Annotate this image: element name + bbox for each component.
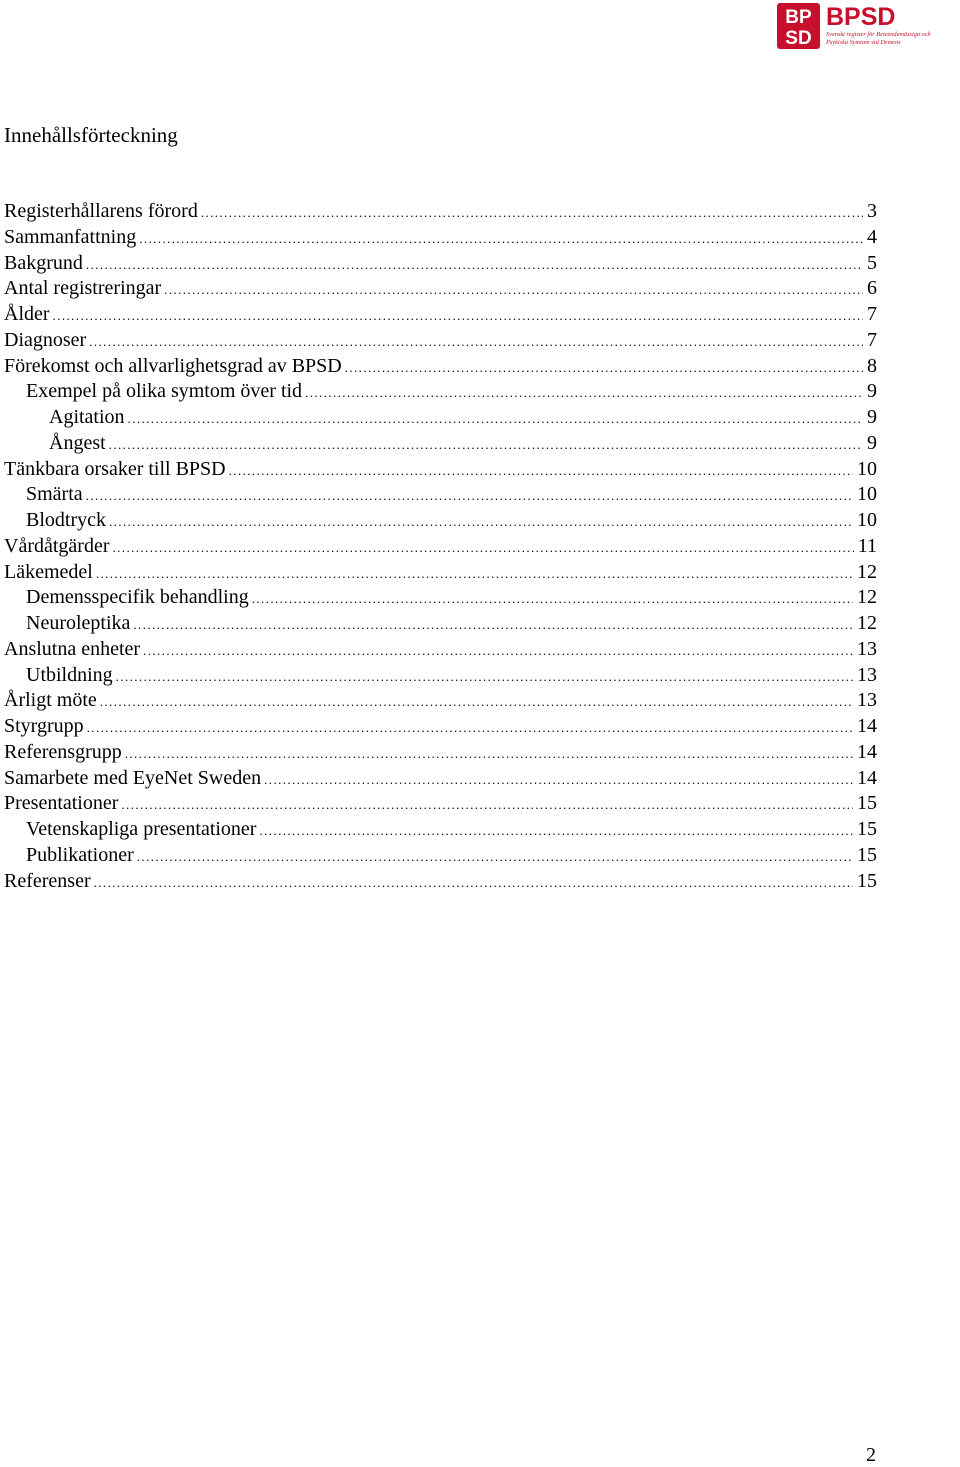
toc-entry[interactable] <box>4 611 877 637</box>
toc-entry-leader <box>96 567 853 580</box>
toc-entry-title: Agitation <box>49 406 125 428</box>
toc-entry-page-number: 15 <box>857 818 877 840</box>
toc-entry-leader <box>143 644 853 657</box>
toc-entry-leader <box>53 309 863 322</box>
toc-entry-page-number: 10 <box>857 483 877 506</box>
toc-entry-page-number: 15 <box>857 792 877 815</box>
toc-entry-page-number: 10 <box>857 457 877 480</box>
toc-entry-title: Neuroleptika <box>26 612 131 634</box>
toc-entry[interactable] <box>4 791 877 817</box>
toc-entry-leader <box>109 515 853 528</box>
toc-entry-leader <box>345 361 863 374</box>
toc-entry-page-number: 12 <box>857 612 877 634</box>
toc-entry-leader <box>201 206 863 219</box>
toc-entry-leader <box>128 412 863 425</box>
toc-entry[interactable] <box>4 585 877 611</box>
toc-entry[interactable] <box>4 869 877 895</box>
toc-entry-leader <box>133 618 853 631</box>
logo-mark-bottom: SD <box>785 28 812 49</box>
toc-entry-title: Presentationer <box>4 792 119 815</box>
toc-entry-leader <box>125 747 853 760</box>
toc-entry-page-number: 12 <box>857 560 877 583</box>
toc-heading: Innehållsförteckning <box>4 123 178 147</box>
toc-entry-page-number: 14 <box>857 740 877 763</box>
toc-entry-title: Antal registreringar <box>4 277 162 300</box>
toc-entry-page-number: 13 <box>857 689 877 712</box>
toc-entry[interactable] <box>4 457 877 483</box>
logo-tagline-line-2: Psykiska Symtom vid Demens <box>826 39 901 46</box>
toc-entry[interactable] <box>4 843 877 869</box>
toc-entry[interactable] <box>4 688 877 714</box>
toc-entry-page-number: 10 <box>857 509 877 531</box>
toc-entry-page-number: 9 <box>867 406 877 428</box>
toc-entry[interactable] <box>4 534 877 560</box>
toc-entry-title: Diagnoser <box>4 328 87 351</box>
toc-entry-title: Tänkbara orsaker till BPSD <box>4 457 226 480</box>
toc-entry-page-number: 7 <box>867 303 877 325</box>
toc-entry-leader <box>113 541 854 554</box>
logo-tagline-line-1: Svenskt register för Beteendemässiga och <box>826 31 931 38</box>
toc-entry-title: Publikationer <box>26 843 134 866</box>
toc-entry-page-number: 11 <box>857 534 877 557</box>
toc-entry[interactable] <box>4 740 877 766</box>
toc-entry-page-number: 7 <box>867 328 877 351</box>
toc-entry[interactable] <box>4 482 877 508</box>
bpsd-logo <box>777 3 960 49</box>
toc-entry-leader <box>121 798 853 811</box>
toc-list <box>4 199 877 894</box>
toc-entry[interactable] <box>4 405 877 431</box>
toc-entry-title: Styrgrupp <box>4 715 84 737</box>
toc-entry-title: Vårdåtgärder <box>4 534 110 557</box>
toc-entry-leader <box>86 258 863 271</box>
toc-entry-leader <box>89 335 863 348</box>
logo-wordmark: BPSD <box>826 3 896 31</box>
logo-mark-top: BP <box>785 7 812 28</box>
toc-entry-title: Referensgrupp <box>4 740 122 763</box>
toc-entry-page-number: 3 <box>867 200 877 222</box>
toc-entry-leader <box>229 464 853 477</box>
toc-entry-title: Blodtryck <box>26 509 106 531</box>
toc-entry-leader <box>109 438 863 451</box>
toc-entry[interactable] <box>4 328 877 354</box>
toc-entry-leader <box>100 695 853 708</box>
toc-entry-leader <box>139 232 863 245</box>
toc-entry-leader <box>164 283 863 296</box>
toc-entry-page-number: 9 <box>867 380 877 403</box>
toc-entry-title: Vetenskapliga presentationer <box>26 818 257 840</box>
toc-entry-page-number: 14 <box>857 766 877 789</box>
toc-entry[interactable] <box>4 354 877 380</box>
toc-entry-title: Demensspecifik behandling <box>26 586 249 609</box>
toc-entry-title: Registerhållarens förord <box>4 200 198 222</box>
toc-entry-title: Utbildning <box>26 663 113 686</box>
toc-entry-page-number: 15 <box>857 843 877 866</box>
toc-entry[interactable] <box>4 251 877 277</box>
toc-entry-title: Exempel på olika symtom över tid <box>26 380 303 403</box>
toc-entry-title: Anslutna enheter <box>4 637 141 660</box>
toc-entry-title: Årligt möte <box>4 689 97 712</box>
toc-entry-page-number: 5 <box>867 251 877 274</box>
toc-entry[interactable] <box>4 714 877 740</box>
toc-entry-page-number: 6 <box>867 277 877 300</box>
toc-entry-page-number: 14 <box>857 715 877 737</box>
toc-entry-title: Ålder <box>4 303 50 325</box>
toc-entry-title: Samarbete med EyeNet Sweden <box>4 766 262 789</box>
toc-entry[interactable] <box>4 663 877 689</box>
toc-entry-title: Bakgrund <box>4 251 83 274</box>
toc-entry-leader <box>94 876 853 889</box>
toc-entry[interactable] <box>4 225 877 251</box>
toc-entry-page-number: 13 <box>857 663 877 686</box>
toc-entry-leader <box>259 824 853 837</box>
toc-entry-leader <box>305 386 863 399</box>
toc-entry[interactable] <box>4 302 877 328</box>
toc-entry-title: Läkemedel <box>4 560 93 583</box>
toc-entry[interactable] <box>4 431 877 457</box>
toc-entry-title: Ångest <box>49 431 106 454</box>
toc-entry-leader <box>87 721 853 734</box>
toc-entry[interactable] <box>4 817 877 843</box>
toc-entry[interactable] <box>4 766 877 792</box>
toc-entry[interactable] <box>4 379 877 405</box>
toc-entry[interactable] <box>4 560 877 586</box>
toc-entry-page-number: 8 <box>867 354 877 377</box>
toc-entry-leader <box>264 773 853 786</box>
toc-entry[interactable] <box>4 508 877 534</box>
toc-entry-page-number: 12 <box>857 586 877 609</box>
toc-entry-leader <box>86 489 853 502</box>
toc-entry-page-number: 4 <box>867 225 877 248</box>
page-number: 2 <box>866 1444 876 1466</box>
toc-entry-title: Förekomst och allvarlighetsgrad av BPSD <box>4 354 342 377</box>
toc-entry[interactable] <box>4 199 877 225</box>
toc-entry-leader <box>116 670 853 683</box>
toc-entry-leader <box>252 592 853 605</box>
toc-entry-title: Sammanfattning <box>4 225 137 248</box>
toc-entry[interactable] <box>4 276 877 302</box>
toc-entry-page-number: 13 <box>857 637 877 660</box>
toc-entry-page-number: 9 <box>867 431 877 454</box>
toc-entry-leader <box>137 850 853 863</box>
toc-entry[interactable] <box>4 637 877 663</box>
toc-entry-title: Referenser <box>4 869 91 892</box>
toc-entry-page-number: 15 <box>857 869 877 892</box>
toc-entry-title: Smärta <box>26 483 83 506</box>
